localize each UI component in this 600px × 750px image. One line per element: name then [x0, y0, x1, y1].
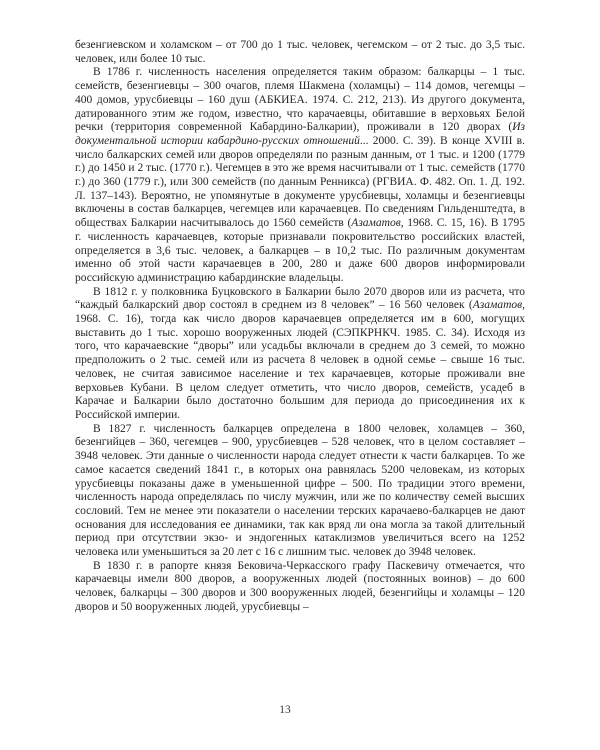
paragraph: [75, 560, 525, 615]
paragraph: [75, 286, 525, 423]
text-run: , 1968. С. 16), тогда как число дворов карачаевцев определяется им в 600, могущих выставить до 1 тыс. хорошо вооруженных людей (СЭПКРНКЧ. 1985. С. 34). Исходя из того, что карачаевские “дворы” или усадьбы включали в среднем до 3 семей, то можно предположить о 2 тыс. семей или из расчета 8 человек в одной семье – свыше 16 тыс. человек, не считая зависимое население и тех карачаевцев, которые проживали вне верховьев Кубани. В целом следует отметить, что число дворов, семейств, усадеб в Карачае и Балкарии было достаточно большим для периода до присоединения их к Российской империи.: [75, 299, 525, 421]
paragraph: [75, 423, 525, 560]
text-run: ... 2000. С. 39). В конце XVIII в. число балкарских семей или дворов определяли по разным данным, от 1 тыс. и 1200 (1779 г.) до 1450 и 2 тыс. (1770 г.). Чегемцев в это же время насчитывали от 1 тыс. семейств (1770 г.) до 360 (1779 г.), или 300 семейств (по данным Ренникса) (РГВИА. Ф. 482. Оп. 1. Д. 192. Л. 137–143). Вероятно, не упомянутые в документе урусбиевцы, холамцы и безенгиевцы включены в состав балкарцев, чегемцев или карачаевцев. По сведениям Гильденштедта, в обществах Балкарии насчитывалось до 1560 семейств (: [75, 134, 525, 230]
text-run: В 1786 г. численность населения определяется таким образом: балкарцы – 1 тыс. семейств, безенгиевцы – 300 очагов, племя Шакмена (холамцы) – 114 домов, чегемцы – 400 домов, урусбиевцы – 160 душ (АБКИЕА. 1974. С. 212, 213). Из другого документа, датированного этим же годом, известно, что карачаевцы, обитавшие в верховьях Белой речки (территория современной Кабардино-Балкарии), проживали в 120 дворах (: [75, 66, 525, 134]
page-number: 13: [279, 704, 291, 716]
text-run: , 1968. С. 15, 16). В 1795 г. численность карачаевцев, которые признавали покровительство российских властей, определяется в 3,6 тыс. человек, а балкарцев – в 10,2 тыс. По различным документам именно об этой части карачаевцев в 200, 280 и даже 600 дворов информировали российскую администрацию кабардинские владельцы.: [75, 217, 525, 284]
citation-italic: Из документальной истории кабардино-русских отношений: [75, 121, 525, 147]
text-run: безенгиевском и холамском – от 700 до 1 тыс. человек, чегемском – от 2 тыс. до 3,5 тыс. человек, или более 10 тыс.: [75, 39, 525, 65]
text-run: В 1827 г. численность балкарцев определена в 1800 человек, холамцев – 360, безенгийцев – 360, чегемцев – 900, урусбиевцев – 528 человек, что в целом составляет – 3948 человек. Эти данные о численности народа следует отнести к части балкарцев. То же самое касается сведений 1841 г., в которых она равнялась 5200 человекам, из которых урусбиевцы показаны даже в уменьшенной цифре – 500. По традиции этого времени, численность народа определялась по числу мужчин, или же по количеству семей высших сословий. Тем не менее эти показатели о населении терских карачаево-балкарцев не дают основания для исследования ее динамики, так как вряд ли она могла за такой длительный период при отсутствии экзо- и эндогенных катаклизмов увеличиться всего на 1252 человека или уменьшиться за 20 лет с 16 с лишним тыс. человек до 3948 человек.: [75, 422, 525, 559]
page-text: [75, 39, 525, 615]
paragraph: [75, 66, 525, 285]
text-run: В 1830 г. в рапорте князя Бековича-Черкасского графу Паскевичу отмечается, что карачаевцы имели 800 дворов, а вооруженных людей (постоянных воинов) – до 600 человек, балкарцы – 300 дворов и 300 вооруженных людей, безенгийцы и холамцы – 120 дворов и 50 вооруженных людей, урусбиевцы –: [75, 559, 525, 613]
citation-italic: Азаматов: [351, 217, 401, 230]
text-run: В 1812 г. у полковника Буцковского в Балкарии было 2070 дворов или из расчета, что “каждый балкарский двор состоял в среднем из 8 человек” – 16 560 человек (: [75, 285, 525, 312]
citation-italic: Азаматов: [472, 299, 523, 312]
paragraph: [75, 39, 525, 66]
